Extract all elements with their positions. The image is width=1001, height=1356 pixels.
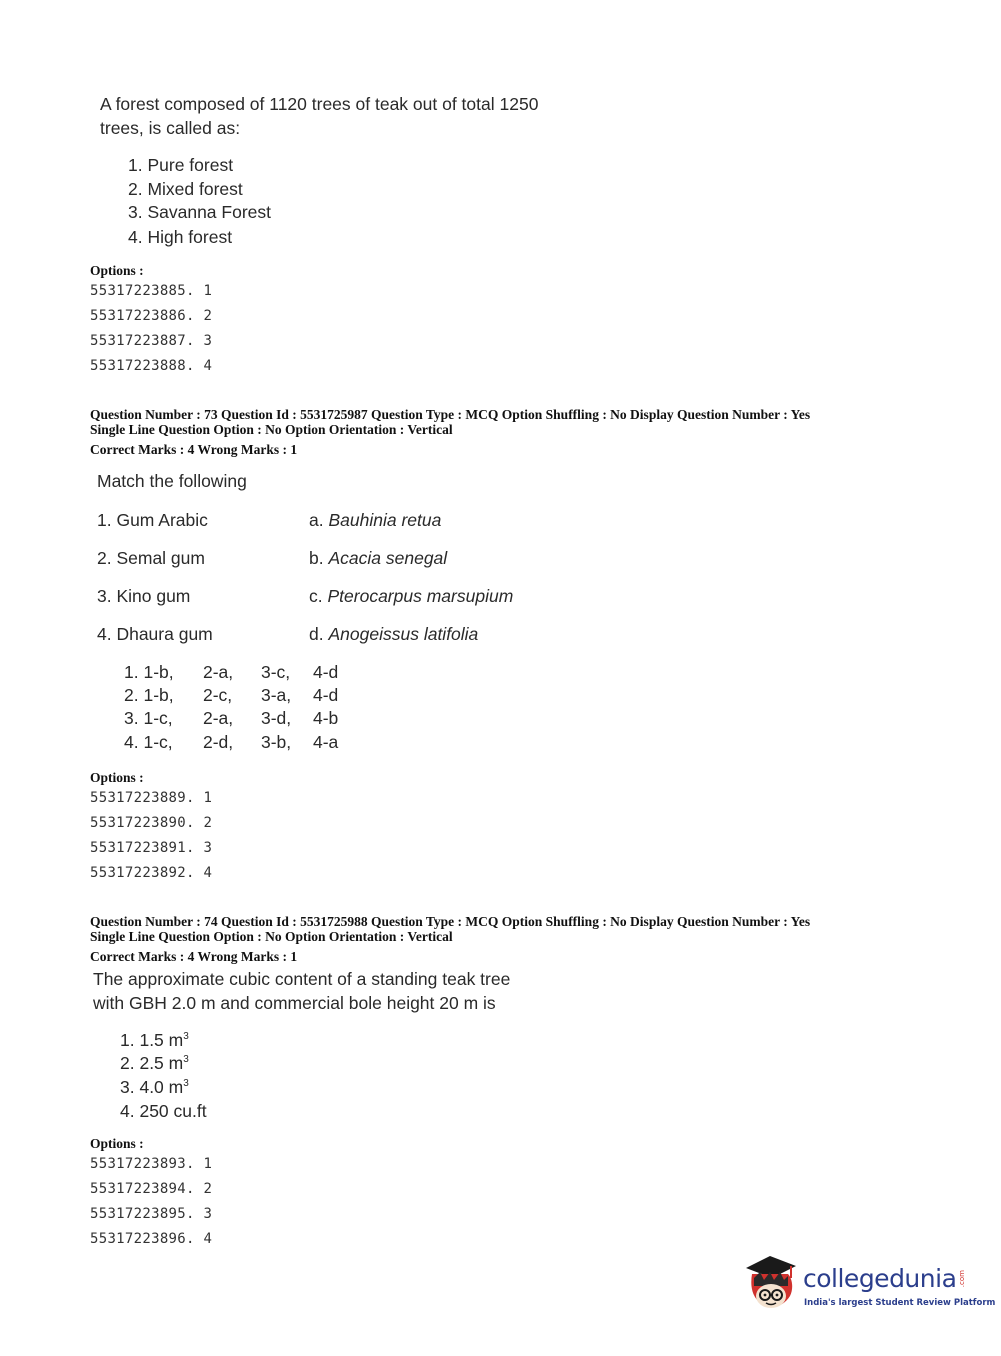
q73-answer-2-a: 2. 1-b, xyxy=(124,685,174,705)
q74-question-line2: with GBH 2.0 m and commercial bole height 20 m is xyxy=(93,993,496,1013)
q73-right-1: a. Bauhinia retua xyxy=(309,510,442,530)
q72-choice-4: 4. High forest xyxy=(128,227,233,247)
q73-option-1: 55317223889. 1 xyxy=(90,790,213,806)
mascot-icon xyxy=(740,1250,802,1316)
q74-option-4: 55317223896. 4 xyxy=(90,1231,213,1247)
q73-answer-1-b: 2-a, xyxy=(203,662,234,682)
q73-answer-2-c: 3-a, xyxy=(261,685,292,705)
q72-choice-2: 2. Mixed forest xyxy=(128,179,243,199)
q73-answer-1-c: 3-c, xyxy=(261,662,291,682)
q72-options-label: Options : xyxy=(90,263,144,278)
q72-question-line2: trees, is called as: xyxy=(100,118,241,138)
q73-left-3: 3. Kino gum xyxy=(97,586,191,606)
q72-option-2: 55317223886. 2 xyxy=(90,308,213,324)
q74-choice-2: 2. 2.5 $m^3$ xyxy=(120,1053,189,1073)
q73-answer-4-d: 4-a xyxy=(313,732,339,752)
logo-name: collegedunia xyxy=(803,1264,957,1293)
q74-meta-line2: Single Line Question Option : No Option Orientation : Vertical xyxy=(90,929,453,944)
q74-choice-3: 3. 4.0 $m^3$ xyxy=(120,1077,189,1097)
q72-option-3: 55317223887. 3 xyxy=(90,333,213,349)
q73-answer-4-c: 3-b, xyxy=(261,732,292,752)
q73-answer-3-c: 3-d, xyxy=(261,708,292,728)
q73-left-2: 2. Semal gum xyxy=(97,548,205,568)
q72-choice-1: 1. Pure forest xyxy=(128,155,234,175)
q74-marks: Correct Marks : 4 Wrong Marks : 1 xyxy=(90,949,298,964)
q74-question-line1: The approximate cubic content of a standing teak tree xyxy=(93,969,511,989)
q73-right-4: d. Anogeissus latifolia xyxy=(309,624,479,644)
q73-marks: Correct Marks : 4 Wrong Marks : 1 xyxy=(90,442,298,457)
q73-options-label: Options : xyxy=(90,770,144,785)
logo-suffix: .com xyxy=(958,1270,966,1288)
q72-choice-3: 3. Savanna Forest xyxy=(128,202,271,222)
q74-option-3: 55317223895. 3 xyxy=(90,1206,213,1222)
collegedunia-logo xyxy=(740,1250,996,1320)
q73-answer-3-d: 4-b xyxy=(313,708,339,728)
q73-left-4: 4. Dhaura gum xyxy=(97,624,213,644)
q73-answer-4-b: 2-d, xyxy=(203,732,234,752)
q73-left-1: 1. Gum Arabic xyxy=(97,510,208,530)
q73-meta-line2: Single Line Question Option : No Option Orientation : Vertical xyxy=(90,422,453,437)
q73-answer-2-d: 4-d xyxy=(313,685,339,705)
q73-option-4: 55317223892. 4 xyxy=(90,865,213,881)
q73-answer-1-d: 4-d xyxy=(313,662,339,682)
q72-question-line1: A forest composed of 1120 trees of teak out of total 1250 xyxy=(100,94,539,114)
q73-answer-1-a: 1. 1-b, xyxy=(124,662,174,682)
q73-question: Match the following xyxy=(97,471,247,491)
q74-choice-1: 1. 1.5 $m^3$ xyxy=(120,1030,189,1050)
q72-option-1: 55317223885. 1 xyxy=(90,283,213,299)
q72-option-4: 55317223888. 4 xyxy=(90,358,213,374)
q74-options-label: Options : xyxy=(90,1136,144,1151)
q73-meta-line1: Question Number : 73 Question Id : 5531725987 Question Type : MCQ Option Shuffling : No Display Question Number : Yes xyxy=(90,407,811,422)
logo-tagline: India's largest Student Review Platform xyxy=(804,1298,996,1308)
q74-option-2: 55317223894. 2 xyxy=(90,1181,213,1197)
q73-option-2: 55317223890. 2 xyxy=(90,815,213,831)
q74-option-1: 55317223893. 1 xyxy=(90,1156,213,1172)
q73-option-3: 55317223891. 3 xyxy=(90,840,213,856)
q74-meta-line1: Question Number : 74 Question Id : 5531725988 Question Type : MCQ Option Shuffling : No Display Question Number : Yes xyxy=(90,914,811,929)
q74-choice-4: 4. 250 cu.ft xyxy=(120,1101,207,1121)
q73-right-2: b. Acacia senegal xyxy=(309,548,448,568)
q73-answer-2-b: 2-c, xyxy=(203,685,233,705)
q73-answer-4-a: 4. 1-c, xyxy=(124,732,173,752)
q73-answer-3-a: 3. 1-c, xyxy=(124,708,173,728)
q73-answer-3-b: 2-a, xyxy=(203,708,234,728)
q73-right-3: c. Pterocarpus marsupium xyxy=(309,586,514,606)
